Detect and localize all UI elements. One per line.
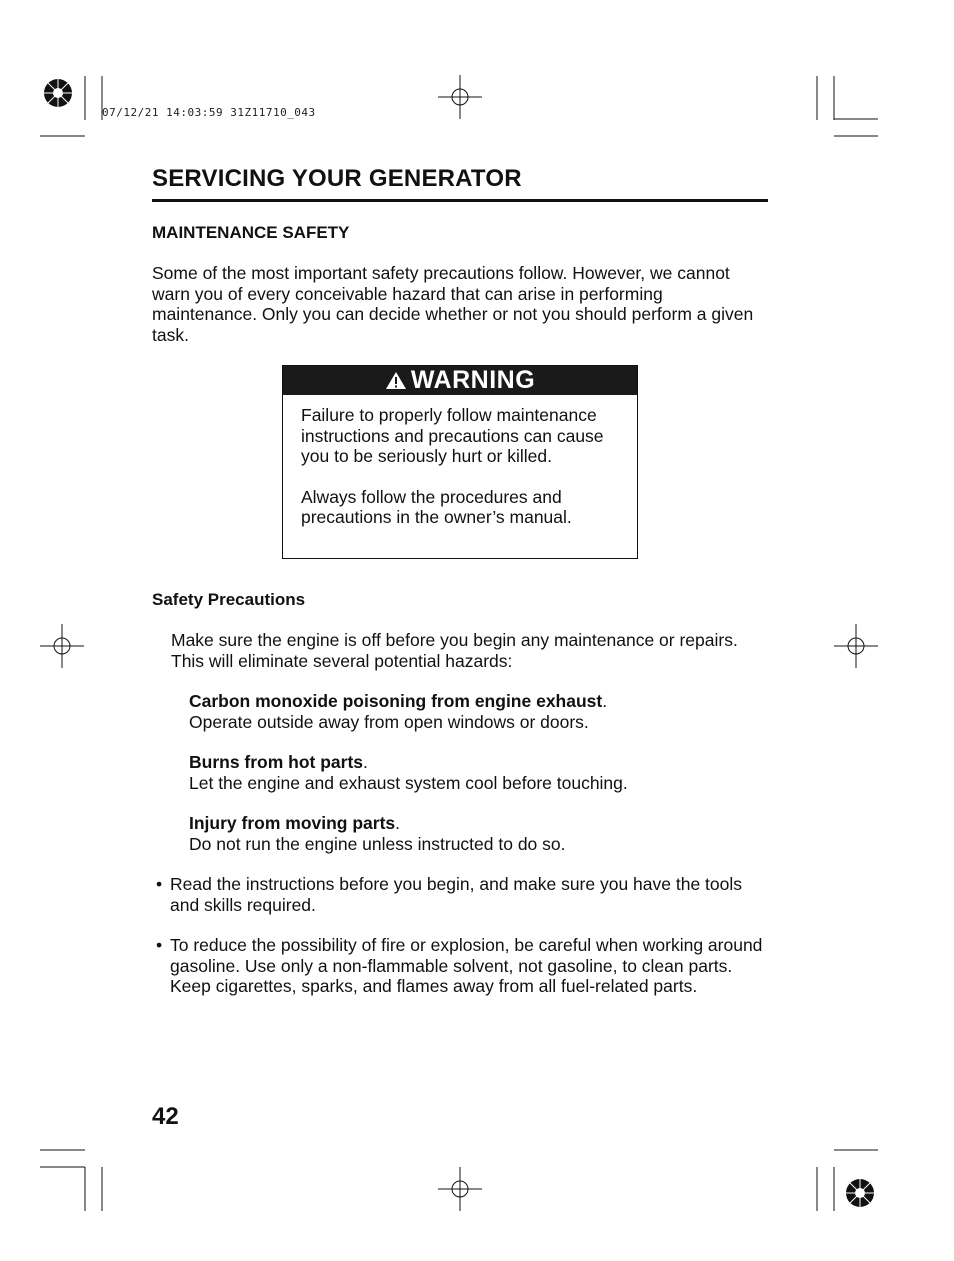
- warning-box: [282, 365, 638, 559]
- list-item: [156, 935, 776, 997]
- hazard-title: Burns from hot parts: [189, 752, 364, 772]
- hazard-text: Operate outside away from open windows or doors.: [189, 711, 589, 732]
- warning-triangle-icon: [385, 371, 407, 390]
- safety-intro: Make sure the engine is off before you begin any maintenance or repairs. This will eliminate several potential hazards:: [171, 630, 738, 671]
- list-item: [156, 874, 776, 915]
- print-stamp: 07/12/21 14:03:59 31Z11710_043: [102, 106, 316, 119]
- hazard-item: Carbon monoxide poisoning from engine exhaust. Operate outside away from open windows or doors.: [189, 691, 769, 732]
- list-item-text: Read the instructions before you begin, and make sure you have the tools and skills required.: [170, 874, 743, 915]
- hazard-title: Injury from moving parts: [189, 813, 396, 833]
- hazard-item: Injury from moving parts. Do not run the engine unless instructed to do so.: [189, 813, 769, 854]
- warning-header: [283, 366, 637, 395]
- hazard-title: Carbon monoxide poisoning from engine exhaust: [189, 691, 603, 711]
- subsection-title: MAINTENANCE SAFETY: [152, 223, 350, 242]
- hazard-text: Do not run the engine unless instructed to do so.: [189, 833, 566, 854]
- page-title: SERVICING YOUR GENERATOR: [152, 165, 768, 202]
- bullet-icon: •: [156, 874, 163, 894]
- bullet-icon: •: [156, 935, 163, 955]
- warning-text: Failure to properly follow maintenance instructions and precautions can cause you to be seriously hurt or killed.: [301, 405, 604, 466]
- safety-precautions-title: Safety Precautions: [152, 590, 306, 609]
- warning-text: Always follow the procedures and precautions in the owner’s manual.: [301, 486, 572, 527]
- hazard-item: Burns from hot parts. Let the engine and exhaust system cool before touching.: [189, 752, 769, 793]
- page-number: 42: [152, 1103, 179, 1130]
- hazard-text: Let the engine and exhaust system cool before touching.: [189, 772, 628, 793]
- list-item-text: To reduce the possibility of fire or explosion, be careful when working around gasoline. Use only a non-flammable solvent, not gasoline, to clean parts. Keep cigarettes, sparks, and flames away from all fuel-related parts.: [170, 935, 763, 996]
- intro-paragraph: Some of the most important safety precautions follow. However, we cannot warn you of every conceivable hazard that can arise in performing maintenance. Only you can decide whether or not you should perform a given task.: [152, 263, 754, 345]
- warning-label: WARNING: [410, 366, 536, 394]
